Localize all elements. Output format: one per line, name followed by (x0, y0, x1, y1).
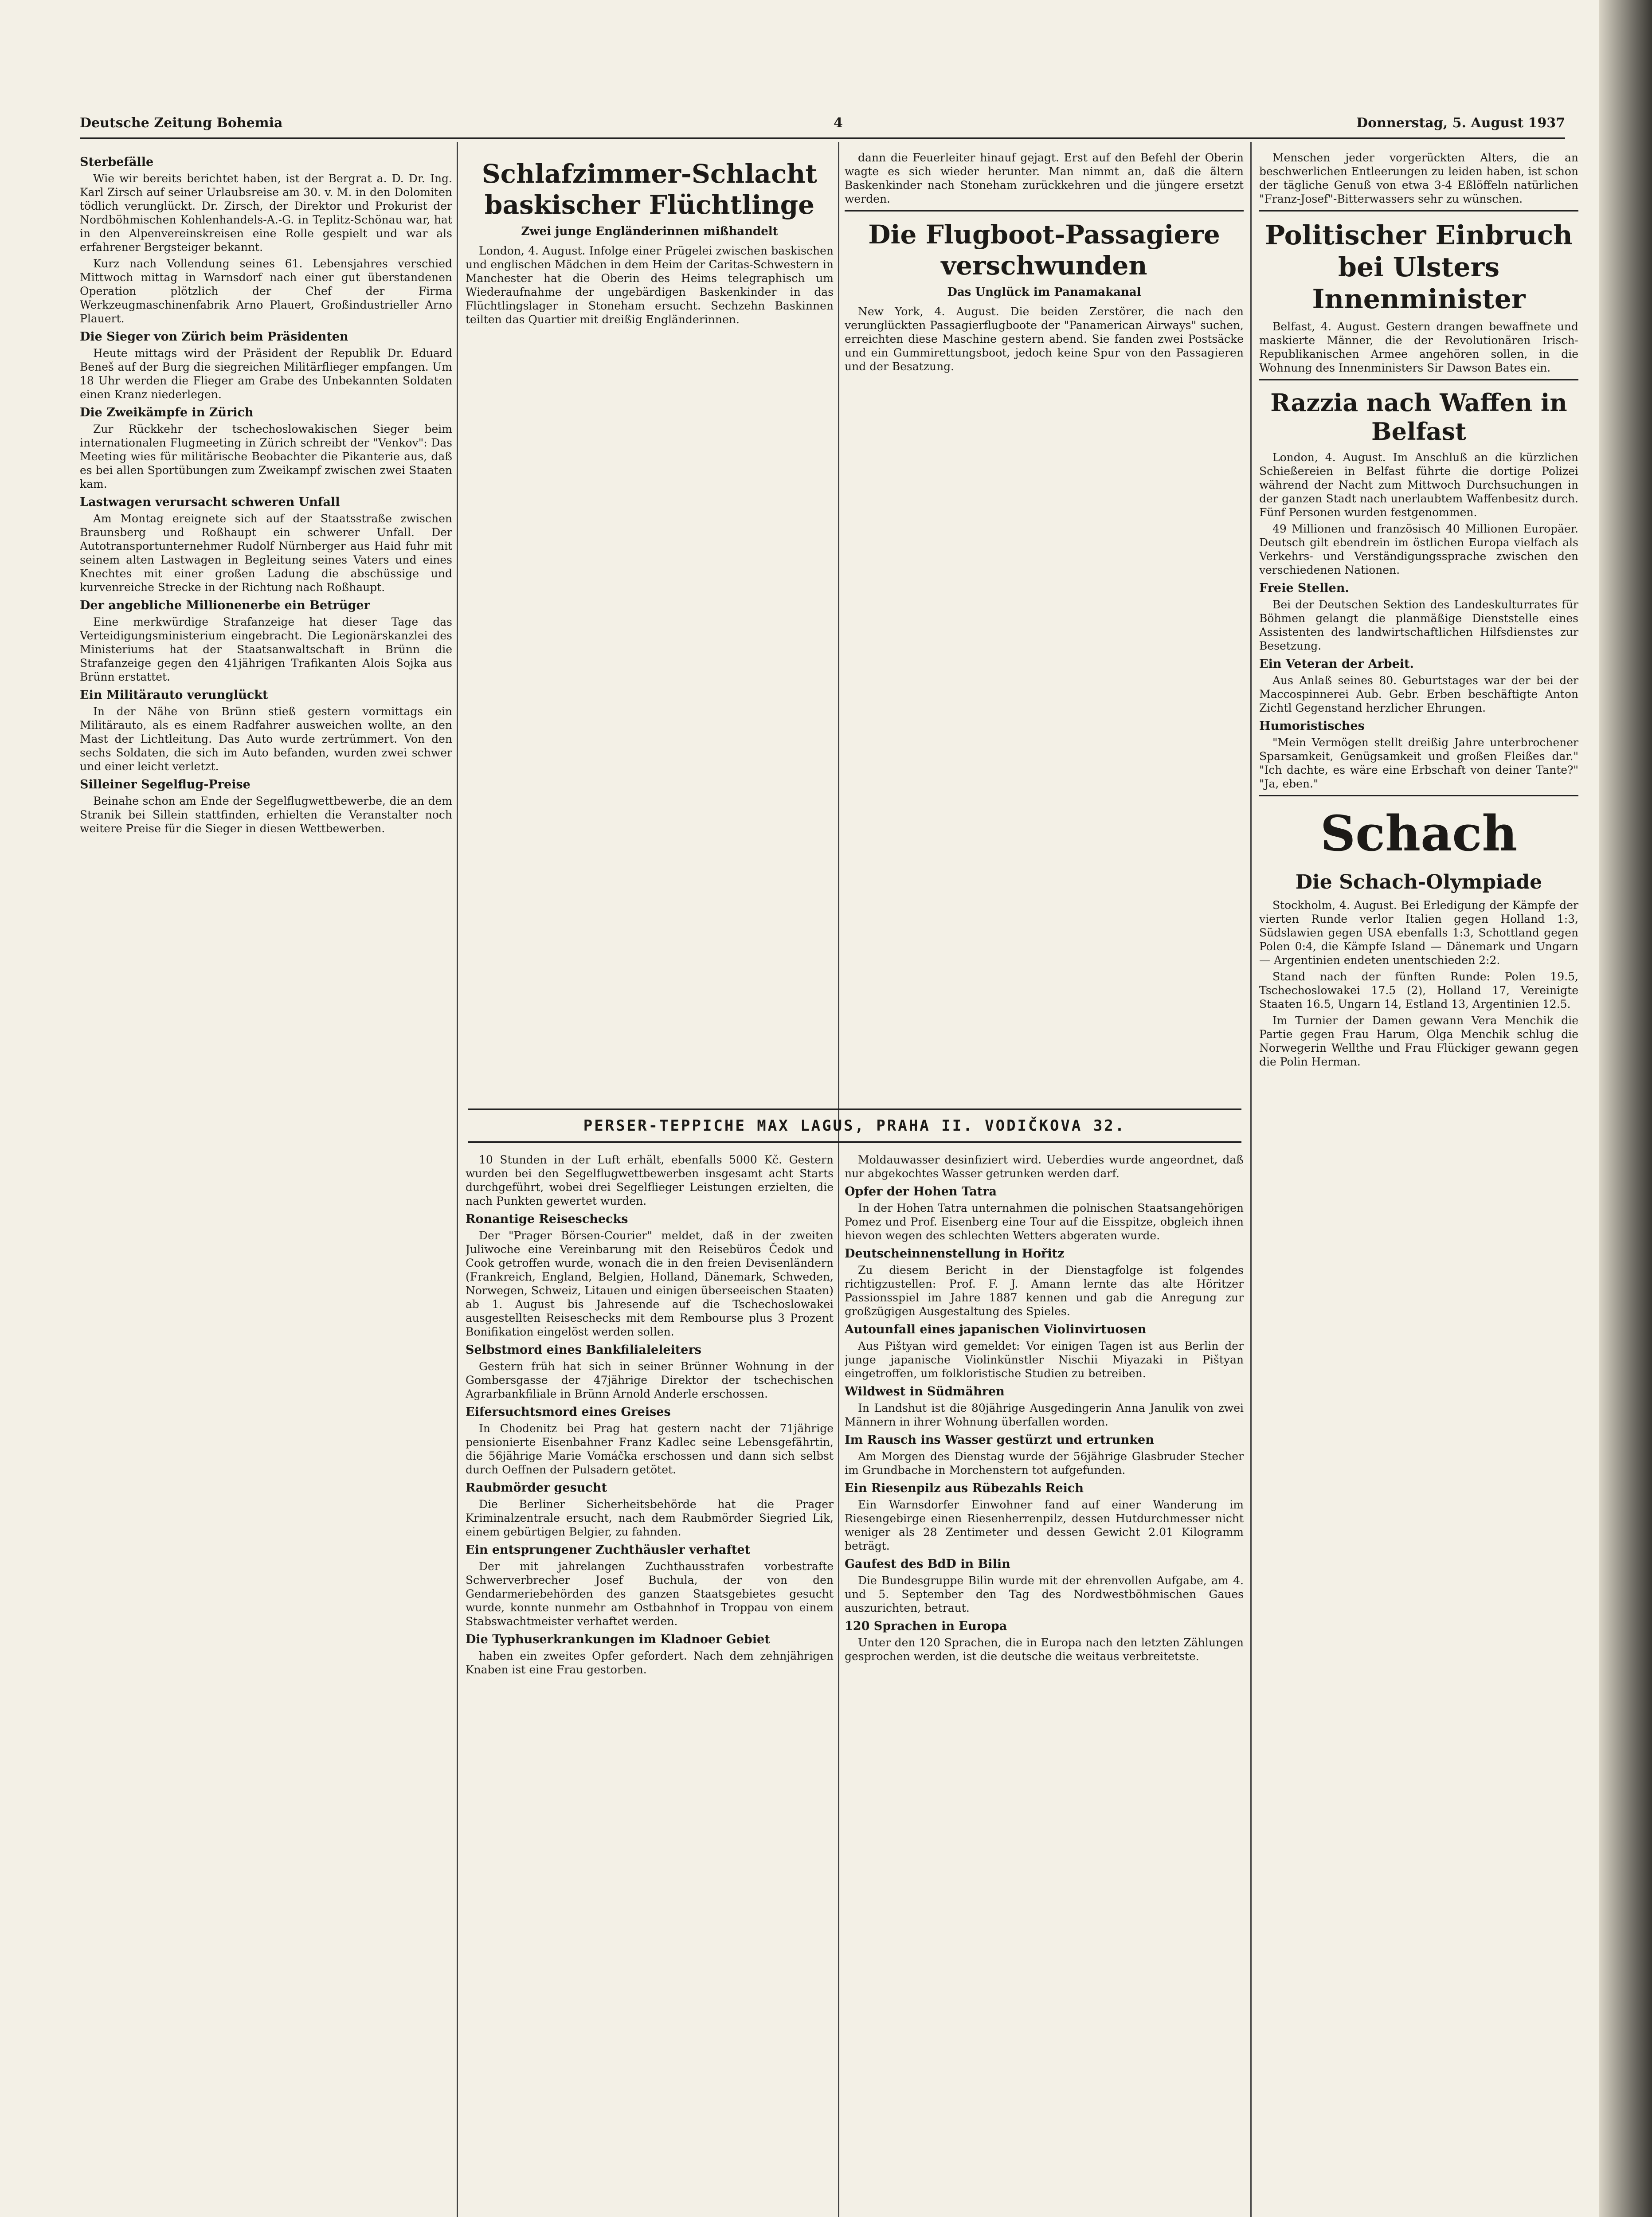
article-text: Kurz nach Vollendung seines 61. Lebensjahres verschied Mittwoch mittag in Warnsdorf nach einer gut überstandenen Operation plötzlich der Chef der Firma Werkzeugmaschinenfabrik Arno Plauert, Großindustrieller Arno Plauert. (80, 257, 452, 325)
article-text: Gestern früh hat sich in seiner Brünner Wohnung in der Gombersgasse der 47jährige Direktor der tschechischen Agrarbankfiliale in Brünn Arnold Anderle erschossen. (466, 1360, 834, 1400)
article-text: London, 4. August. Infolge einer Prügelei zwischen baskischen und englischen Mädchen in dem Heim der Caritas-Schwestern in Manchester hat die Oberin des Heims telegraphisch um Wiederaufnahme der ungebärdigen Baskenkinder in das Flüchtlingslager in Stoneham ersucht. Sechzehn Baskinnen teilten das Quartier mit dreißig Engländerinnen. (466, 244, 834, 326)
article-text: Ein Warnsdorfer Einwohner fand auf einer Wanderung im Riesengebirge einen Riesenherrenpilz, dessen Hutdurchmesser nicht weniger als 28 Zentimeter und dessen Gewicht 2.01 Kilogramm beträgt. (845, 1498, 1244, 1552)
subhead-schlafzimmer: Zwei junge Engländerinnen mißhandelt (521, 225, 778, 239)
article-heading: Ein Militärauto verunglückt (80, 688, 268, 702)
article-text: Stand nach der fünften Runde: Polen 19.5, Tschechoslowakei 17.5 (2), Holland 17, Vereinigte Staaten 16.5, Ungarn 14, Estland 13, Argentinien 12.5. (1259, 970, 1578, 1011)
article-heading: Ronantige Reiseschecks (466, 1212, 628, 1226)
column-2-top (466, 151, 834, 1104)
article-text: Stockholm, 4. August. Bei Erledigung der Kämpfe der vierten Runde verlor Italien gegen Holland 1:3, Südslawien gegen USA ebenfalls 1:3, Schottland gegen Polen 0:4, die Kämpfe Island — Dänemark und Ungarn — Argentinien endeten unentschieden 2:2. (1259, 899, 1578, 967)
article-text: Aus Pištyan wird gemeldet: Vor einigen Tagen ist aus Berlin der junge japanische Violinkünstler Nischii Miyazaki in Pištyan eingetroffen, um folkloristische Studien zu betreiben. (845, 1340, 1244, 1380)
article-heading: Autounfall eines japanischen Violinvirtuosen (845, 1323, 1147, 1336)
article-text: Unter den 120 Sprachen, die in Europa nach den letzten Zählungen gesprochen werden, ist die deutsche die weitaus verbreitetste. (845, 1636, 1244, 1663)
article-text: haben ein zweites Opfer gefordert. Nach dem zehnjährigen Knaben ist eine Frau gestorben. (466, 1649, 834, 1676)
page-edge-shadow (1599, 0, 1652, 2217)
headline-razzia: Razzia nach Waffen in Belfast (1270, 388, 1567, 446)
article-text: In der Nähe von Brünn stieß gestern vormittags ein Militärauto, als es einem Radfahrer ausweichen wollte, an den Mast der Lichtleitung. Das Auto wurde zertrümmert. Von den sechs Soldaten, die sich im Auto befanden, wurden zwei schwer und einer leicht verletzt. (80, 705, 452, 773)
article-heading: Selbstmord eines Bankfilialeleiters (466, 1343, 701, 1357)
column-1 (80, 151, 452, 2217)
advertisement-banner: PERSER-TEPPICHE MAX LAGUS, PRAHA II. VODIČKOVA 32. (468, 1108, 1241, 1143)
article-heading: Die Typhuserkrankungen im Kladnoer Gebiet (466, 1633, 770, 1646)
article-heading: 120 Sprachen in Europa (845, 1619, 1007, 1633)
article-heading: Ein Riesenpilz aus Rübezahls Reich (845, 1481, 1084, 1495)
page-header (80, 111, 1565, 139)
article-text: London, 4. August. Im Anschluß an die kürzlichen Schießereien in Belfast führte die dortige Polizei während der Nacht zum Mittwoch Durchsuchungen in der ganzen Stadt nach unerlaubtem Waffenbesitz durch. Fünf Personen wurden festgenommen. (1259, 450, 1578, 519)
article-heading: Der angebliche Millionenerbe ein Betrüger (80, 599, 370, 612)
column-divider (1250, 142, 1252, 2217)
column-4 (1259, 151, 1578, 2217)
article-text: In Chodenitz bei Prag hat gestern nacht der 71jährige pensionierte Eisenbahner Franz Kadlec seine Lebensgefährtin, die 56jährige Marie Vomáčka erschossen und dann sich selbst durch Oeffnen der Pulsadern getötet. (466, 1422, 834, 1476)
article-text: "Mein Vermögen stellt dreißig Jahre unterbrochener Sparsamkeit, Genügsamkeit und großen Fleißes dar." "Ich dachte, es wäre eine Erbschaft von deiner Tante?" "Ja, eben." (1259, 736, 1578, 790)
article-text: Bei der Deutschen Sektion des Landeskulturrates für Böhmen gelangt die planmäßige Dienststelle eines Assistenten des landwirtschaftlichen Hilfsdienstes zur Besetzung. (1259, 598, 1578, 652)
article-text: 10 Stunden in der Luft erhält, ebenfalls 5000 Kč. Gestern wurden bei den Segelflugwettbewerben insgesamt acht Starts durchgeführt, wobei drei Segelflieger Leistungen erzielten, die nach Punkten gewertet wurden. (466, 1153, 834, 1207)
article-text: Zur Rückkehr der tschechoslowakischen Sieger beim internationalen Flugmeeting in Zürich schreibt der "Venkov": Das Meeting wies für militärische Beobachter die Pikanterie aus, daß es bei allen Sportübungen zum Zweikampf zwischen zwei Staaten kam. (80, 423, 452, 490)
article-text: Am Montag ereignete sich auf der Staatsstraße zwischen Braunsberg und Roßhaupt ein schwerer Unfall. Der Autotransportunternehmer Rudolf Nürnberger aus Haid fuhr mit seinem alten Lastwagen in Begleitung seines Vaters und eines Knechtes mit einer großen Ladung die abschüssige und kurvenreiche Strecke in der Richtung nach Roßhaupt. (80, 512, 452, 594)
article-heading: Raubmörder gesucht (466, 1481, 607, 1495)
article-text: In der Hohen Tatra unternahmen die polnischen Staatsangehörigen Pomez und Prof. Eisenberg eine Tour auf die Eisspitze, obgleich ihnen hievon wegen des schlechten Wetters abgeraten wurde. (845, 1202, 1244, 1242)
article-text: Eine merkwürdige Strafanzeige hat dieser Tage das Verteidigungsministerium eingebracht. Die Legionärskanzlei des Ministeriums hat der Staatsanwaltschaft in Brünn die Strafanzeige gegen den 41jährigen Trafikanten Alois Sojka aus Brünn erstattet. (80, 615, 452, 683)
column-divider (838, 142, 839, 2217)
article-heading: Die Sieger von Zürich beim Präsidenten (80, 330, 348, 344)
article-heading: Eifersuchtsmord eines Greises (466, 1405, 671, 1419)
column-2 (466, 1153, 834, 2217)
col2-top (466, 244, 834, 326)
article-heading: Silleiner Segelflug-Preise (80, 778, 251, 791)
headline-schach: Schach (1320, 804, 1518, 862)
article-heading: Sterbefälle (80, 155, 154, 169)
article-heading: Freie Stellen. (1259, 581, 1349, 595)
article-heading: Gaufest des BdD in Bilin (845, 1557, 1010, 1571)
article-text: In Landshut ist die 80jährige Ausgedingerin Anna Janulik von zwei Männern in ihrer Wohnung überfallen worden. (845, 1402, 1244, 1428)
article-text: Der "Prager Börsen-Courier" meldet, daß in der zweiten Juliwoche eine Vereinbarung mit den Reisebüros Čedok und Cook getroffen wurde, wonach die in den freien Devisenländern (Frankreich, England, Belgien, Holland, Dänemark, Schweden, Norwegen, Schweiz, Litauen und einigen überseeischen Staaten) ab 1. August bis Jahresende auf die Tschechoslowakei ausgestellten Reiseschecks mit dem Rembourse plus 3 Prozent Bonifikation eingelöst werden sollen. (466, 1229, 834, 1338)
article-continuation: dann die Feuerleiter hinauf gejagt. Erst auf den Befehl der Oberin wagte es sich wieder herunter. Man nimmt an, daß die ältern Baskenkinder nach Stoneham zurückkehren und die jüngere ersetzt werden. (845, 151, 1244, 205)
article-text: Die Bundesgruppe Bilin wurde mit der ehrenvollen Aufgabe, am 4. und 5. September den Tag des Nordwestböhmischen Gaues auszurichten, betraut. (845, 1574, 1244, 1614)
headline-schlafzimmer: Schlafzimmer-Schlacht baskischer Flüchtlinge (482, 159, 818, 220)
newspaper-title: Deutsche Zeitung Bohemia (80, 115, 283, 131)
article-text: Am Morgen des Dienstag wurde der 56jährige Glasbruder Stecher im Grundbache in Morchenstern tot aufgefunden. (845, 1450, 1244, 1477)
article-text: 49 Millionen und französisch 40 Millionen Europäer. Deutsch gilt ebendrein im östlichen Europa vielfach als Verkehrs- und Verständigungssprache zwischen den verschiedenen Nationen. (1259, 522, 1578, 576)
article-text: Die Berliner Sicherheitsbehörde hat die Prager Kriminalzentrale ersucht, nach dem Raubmörder Siegried Lik, einem gebürtigen Belgier, zu fahnden. (466, 1498, 834, 1538)
headline-ulster: Politischer Einbruch bei Ulsters Innenminister (1265, 220, 1573, 315)
article-text: Der mit jahrelangen Zuchthausstrafen vorbestrafte Schwerverbrecher Josef Buchula, der von den Gendarmeriebehörden des ganzen Staatsgebietes gesucht wurde, konnte nunmehr am Ostbahnhof in Troppau von einem Stabswachtmeister verhaftet werden. (466, 1560, 834, 1628)
issue-date: Donnerstag, 5. August 1937 (1356, 115, 1565, 131)
article-text: Wie wir bereits berichtet haben, ist der Bergrat a. D. Dr. Ing. Karl Zirsch auf seiner Urlaubsreise am 30. v. M. in den Dolomiten tödlich verunglückt. Dr. Zirsch, der Direktor und Prokurist der Nordböhmischen Kohlenhandels-A.-G. in Teplitz-Schönau war, hat in den Alpenvereinskreisen eine Rolle gespielt und war als erfahrener Bergsteiger bekannt. (80, 172, 452, 254)
headline-flugboot: Die Flugboot-Passagiere verschwunden (868, 219, 1220, 281)
article-heading: Ein Veteran der Arbeit. (1259, 657, 1414, 671)
article-heading: Wildwest in Südmähren (845, 1385, 1005, 1398)
article-text: Aus Anlaß seines 80. Geburtstages war der bei der Maccospinnerei Aub. Gebr. Erben beschäftigte Anton Zichtl Gegenstand herzlicher Ehrungen. (1259, 674, 1578, 714)
article-heading: Opfer der Hohen Tatra (845, 1185, 997, 1199)
article-heading: Lastwagen verursacht schweren Unfall (80, 495, 340, 509)
article-text: Heute mittags wird der Präsident der Republik Dr. Eduard Beneš auf der Burg die siegreichen Militärflieger empfangen. Um 18 Uhr werden die Flieger am Grabe des Unbekannten Soldaten einen Kranz niederlegen. (80, 347, 452, 401)
article-heading: Deutscheinnenstellung in Hořitz (845, 1247, 1065, 1261)
article-text: New York, 4. August. Die beiden Zerstörer, die nach den verunglückten Passagierflugboote der "Panamerican Airways" suchen, erreichten diese Maschine gestern abend. Sie fanden zwei Postsäcke und ein Gummirettungsboot, jedoch keine Spur von den Passagieren und der Besatzung. (845, 305, 1244, 373)
article-heading: Die Zweikämpfe in Zürich (80, 406, 254, 419)
article-text: Im Turnier der Damen gewann Vera Menchik die Partie gegen Frau Harum, Olga Menchik schlug die Norwegerin Wellthe und Frau Flückiger gewann gegen die Polin Herman. (1259, 1014, 1578, 1069)
column-3 (845, 1153, 1244, 2217)
article-heading: Ein entsprungener Zuchthäusler verhaftet (466, 1543, 751, 1557)
advertisement-text: Menschen jeder vorgerückten Alters, die an beschwerlichen Entleerungen zu leiden haben, ist schon der tägliche Genuß von etwa 3-4 Eßlöffeln natürlichen "Franz-Josef"-Bitterwassers sehr zu wünschen. (1259, 151, 1578, 205)
subhead-schach-olympiade: Die Schach-Olympiade (1295, 870, 1542, 893)
article-text: Zu diesem Bericht in der Dienstagfolge ist folgendes richtigzustellen: Prof. F. J. Amann lernte das alte Höritzer Passionsspiel im Jahre 1887 kennen und gab die Anregung zur großzügigen Ausgestaltung des Spieles. (845, 1264, 1244, 1318)
article-heading: Humoristisches (1259, 719, 1365, 733)
column-divider (457, 142, 458, 2217)
column-3-top (845, 151, 1244, 1104)
article-text: Beinahe schon am Ende der Segelflugwettbewerbe, die an dem Stranik bei Sillein stattfinden, erhielten die Veranstalter noch weitere Preise für die Sieger in diesen Wettbewerben. (80, 795, 452, 835)
page-number: 4 (834, 115, 843, 131)
article-text: Moldauwasser desinfiziert wird. Ueberdies wurde angeordnet, daß nur abgekochtes Wasser getrunken werden darf. (845, 1153, 1244, 1180)
article-text: Belfast, 4. August. Gestern drangen bewaffnete und maskierte Männer, die der Revolutionären Irisch-Republikanischen Armee angehören sollen, in die Wohnung des Innenministers Sir Dawson Bates ein. (1259, 320, 1578, 374)
article-heading: Im Rausch ins Wasser gestürzt und ertrunken (845, 1433, 1154, 1447)
subhead-flugboot: Das Unglück im Panamakanal (947, 286, 1141, 299)
